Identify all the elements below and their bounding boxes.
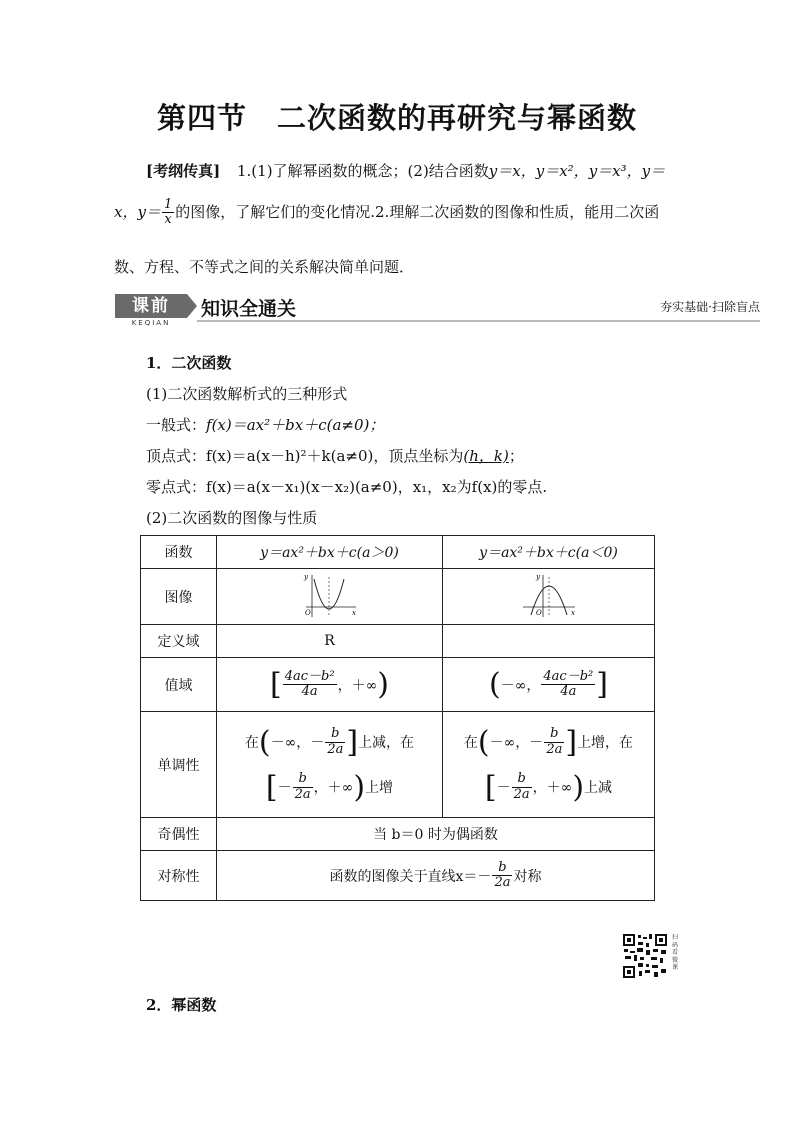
parity-label: 奇偶性 bbox=[141, 818, 217, 851]
vertex-form bbox=[146, 445, 524, 466]
general-expr: f(x)＝ax²＋bx＋c(a≠0)； bbox=[206, 416, 385, 434]
range-neg-num: 4ac－b² bbox=[543, 668, 594, 684]
frac-b: b bbox=[325, 727, 345, 742]
table-row-domain bbox=[141, 625, 655, 658]
axis-y-label: y bbox=[303, 572, 308, 581]
frac-2a: 2a bbox=[294, 786, 311, 802]
general-form bbox=[146, 414, 384, 435]
range-pos-num: 4ac－b² bbox=[284, 668, 335, 684]
mono-pos-d: ，＋∞ bbox=[313, 780, 354, 796]
vertex-end: ； bbox=[508, 447, 524, 465]
general-label: 一般式： bbox=[146, 416, 207, 434]
intro-func-1: y＝x， bbox=[488, 162, 536, 180]
graph-downward-parabola bbox=[519, 571, 579, 619]
intro-text-2a: x，y＝ bbox=[114, 202, 161, 221]
mono-pos-e: 上增 bbox=[365, 780, 394, 796]
intro-tag: [考纲传真] bbox=[146, 162, 221, 180]
graph-upward-parabola bbox=[300, 571, 360, 619]
banner-underline bbox=[197, 320, 760, 322]
table-row-graph bbox=[141, 569, 655, 625]
frac-den: x bbox=[164, 212, 172, 228]
graph-negative-cell bbox=[443, 569, 655, 625]
page-title: 第四节 二次函数的再研究与幂函数 bbox=[156, 101, 637, 135]
range-positive: [ $\frac{\text{4ac－b²}}{4a}$ ，＋∞ ) bbox=[217, 658, 443, 712]
section1-sub2: (2)二次函数的图像与性质 bbox=[146, 509, 318, 527]
frac-num: 1 bbox=[163, 197, 173, 212]
section-banner bbox=[115, 294, 760, 326]
symmetry-post: 对称 bbox=[513, 868, 542, 885]
qr-code-icon[interactable] bbox=[622, 933, 668, 979]
zero-expr: f(x)＝a(x－x₁)(x－x₂)(a≠0)，x₁，x₂为f(x)的零点. bbox=[206, 478, 548, 496]
axis-x-label: x bbox=[351, 608, 356, 617]
properties-table bbox=[140, 535, 655, 901]
frac-b: b bbox=[293, 772, 313, 787]
mono-positive: 在 ( －∞，－ $\frac{b}{2a}$ ] 上减，在 [ － $\frac{b}{2a}$ ，＋∞ ) 上增 bbox=[217, 712, 443, 818]
minus-sign: － bbox=[277, 780, 292, 796]
header-function: 函数 bbox=[141, 536, 217, 569]
section2-heading: 2．幂函数 bbox=[146, 996, 217, 1014]
intro-func-3: y＝x³， bbox=[588, 162, 642, 180]
mono-neg-e: 上减 bbox=[584, 780, 613, 796]
symmetry-pre: 函数的图像关于直线x＝－ bbox=[329, 868, 492, 885]
domain-label: 定义域 bbox=[141, 625, 217, 658]
graph-label: 图像 bbox=[141, 569, 217, 625]
mono-neg-d: ，＋∞ bbox=[532, 780, 573, 796]
vertex-coord: (h，k) bbox=[463, 447, 509, 465]
range-pos-tail: ，＋∞ bbox=[337, 677, 378, 694]
mono-pos-a: 在 bbox=[244, 735, 259, 751]
axis-origin-label: O bbox=[304, 608, 311, 617]
range-label: 值域 bbox=[141, 658, 217, 712]
mono-pos-b: －∞，－ bbox=[270, 735, 325, 751]
mono-neg-c: 上增，在 bbox=[577, 735, 634, 751]
table-header-row bbox=[141, 536, 655, 569]
intro-line-3: 数、方程、不等式之间的关系解决简单问题． bbox=[114, 258, 415, 276]
mono-negative: 在 ( －∞，－ $\frac{b}{2a}$ ] 上增，在 [ － $\frac{b}{2a}$ ，＋∞ ) 上减 bbox=[443, 712, 655, 818]
intro-func-2: y＝x²， bbox=[535, 162, 589, 180]
mono-neg-b: －∞，－ bbox=[489, 735, 544, 751]
mono-label: 单调性 bbox=[141, 712, 217, 818]
axis-x-label: x bbox=[570, 608, 575, 617]
axis-y-label: y bbox=[535, 572, 540, 581]
mono-pos-c: 上减，在 bbox=[358, 735, 415, 751]
vertex-expr: f(x)＝a(x－h)²＋k(a≠0)，顶点坐标为 bbox=[206, 447, 464, 465]
intro-line-1 bbox=[146, 160, 665, 181]
vertex-label: 顶点式： bbox=[146, 447, 207, 465]
zero-label: 零点式： bbox=[146, 478, 207, 496]
banner-right-text: 夯实基础·扫除盲点 bbox=[660, 300, 760, 314]
frac-b: b bbox=[512, 772, 532, 787]
minus-sign: － bbox=[496, 780, 511, 796]
range-negative: ( －∞， $\frac{\text{4ac－b²}}{4a}$ ] bbox=[443, 658, 655, 712]
range-neg-head: －∞， bbox=[500, 677, 541, 694]
banner-badge: 课前 bbox=[115, 294, 187, 318]
frac-2a: 2a bbox=[546, 741, 563, 757]
intro-func-4: y＝ bbox=[641, 162, 666, 180]
domain-value: R bbox=[217, 625, 443, 658]
axis-origin-label: O bbox=[535, 608, 542, 617]
frac-2a: 2a bbox=[494, 875, 511, 890]
table-row-symmetry bbox=[141, 851, 655, 901]
intro-fraction bbox=[162, 198, 174, 228]
banner-badge-sub: KEQIAN bbox=[131, 319, 171, 327]
intro-text-1: 1.(1)了解幂函数的概念；(2)结合函数 bbox=[236, 162, 489, 180]
symmetry-value bbox=[217, 851, 655, 901]
symmetry-label: 对称性 bbox=[141, 851, 217, 901]
frac-b: b bbox=[544, 727, 564, 742]
banner-arrow bbox=[187, 294, 197, 318]
table-row-parity bbox=[141, 818, 655, 851]
section1-heading: 1．二次函数 bbox=[146, 354, 232, 372]
header-positive: y＝ax²＋bx＋c(a＞0) bbox=[217, 536, 443, 569]
section1-sub1: (1)二次函数解析式的三种形式 bbox=[146, 385, 348, 403]
graph-positive-cell bbox=[217, 569, 443, 625]
qr-caption: 扫码看微课 bbox=[672, 934, 679, 971]
frac-2a: 2a bbox=[513, 786, 530, 802]
zero-form bbox=[146, 476, 547, 497]
parity-value: 当 b＝0 时为偶函数 bbox=[217, 818, 655, 851]
frac-b: b bbox=[492, 861, 512, 876]
mono-neg-a: 在 bbox=[463, 735, 478, 751]
frac-2a: 2a bbox=[327, 741, 344, 757]
intro-line-2 bbox=[114, 198, 659, 228]
table-row-monotonicity bbox=[141, 712, 655, 818]
table-row-range bbox=[141, 658, 655, 712]
range-neg-den: 4a bbox=[560, 684, 577, 699]
header-negative: y＝ax²＋bx＋c(a＜0) bbox=[443, 536, 655, 569]
intro-text-2b: 的图像，了解它们的变化情况.2.理解二次函数的图像和性质，能用二次函 bbox=[175, 202, 660, 221]
banner-title: 知识全通关 bbox=[201, 298, 297, 320]
range-pos-den: 4a bbox=[301, 684, 318, 699]
domain-value-empty bbox=[443, 625, 655, 658]
